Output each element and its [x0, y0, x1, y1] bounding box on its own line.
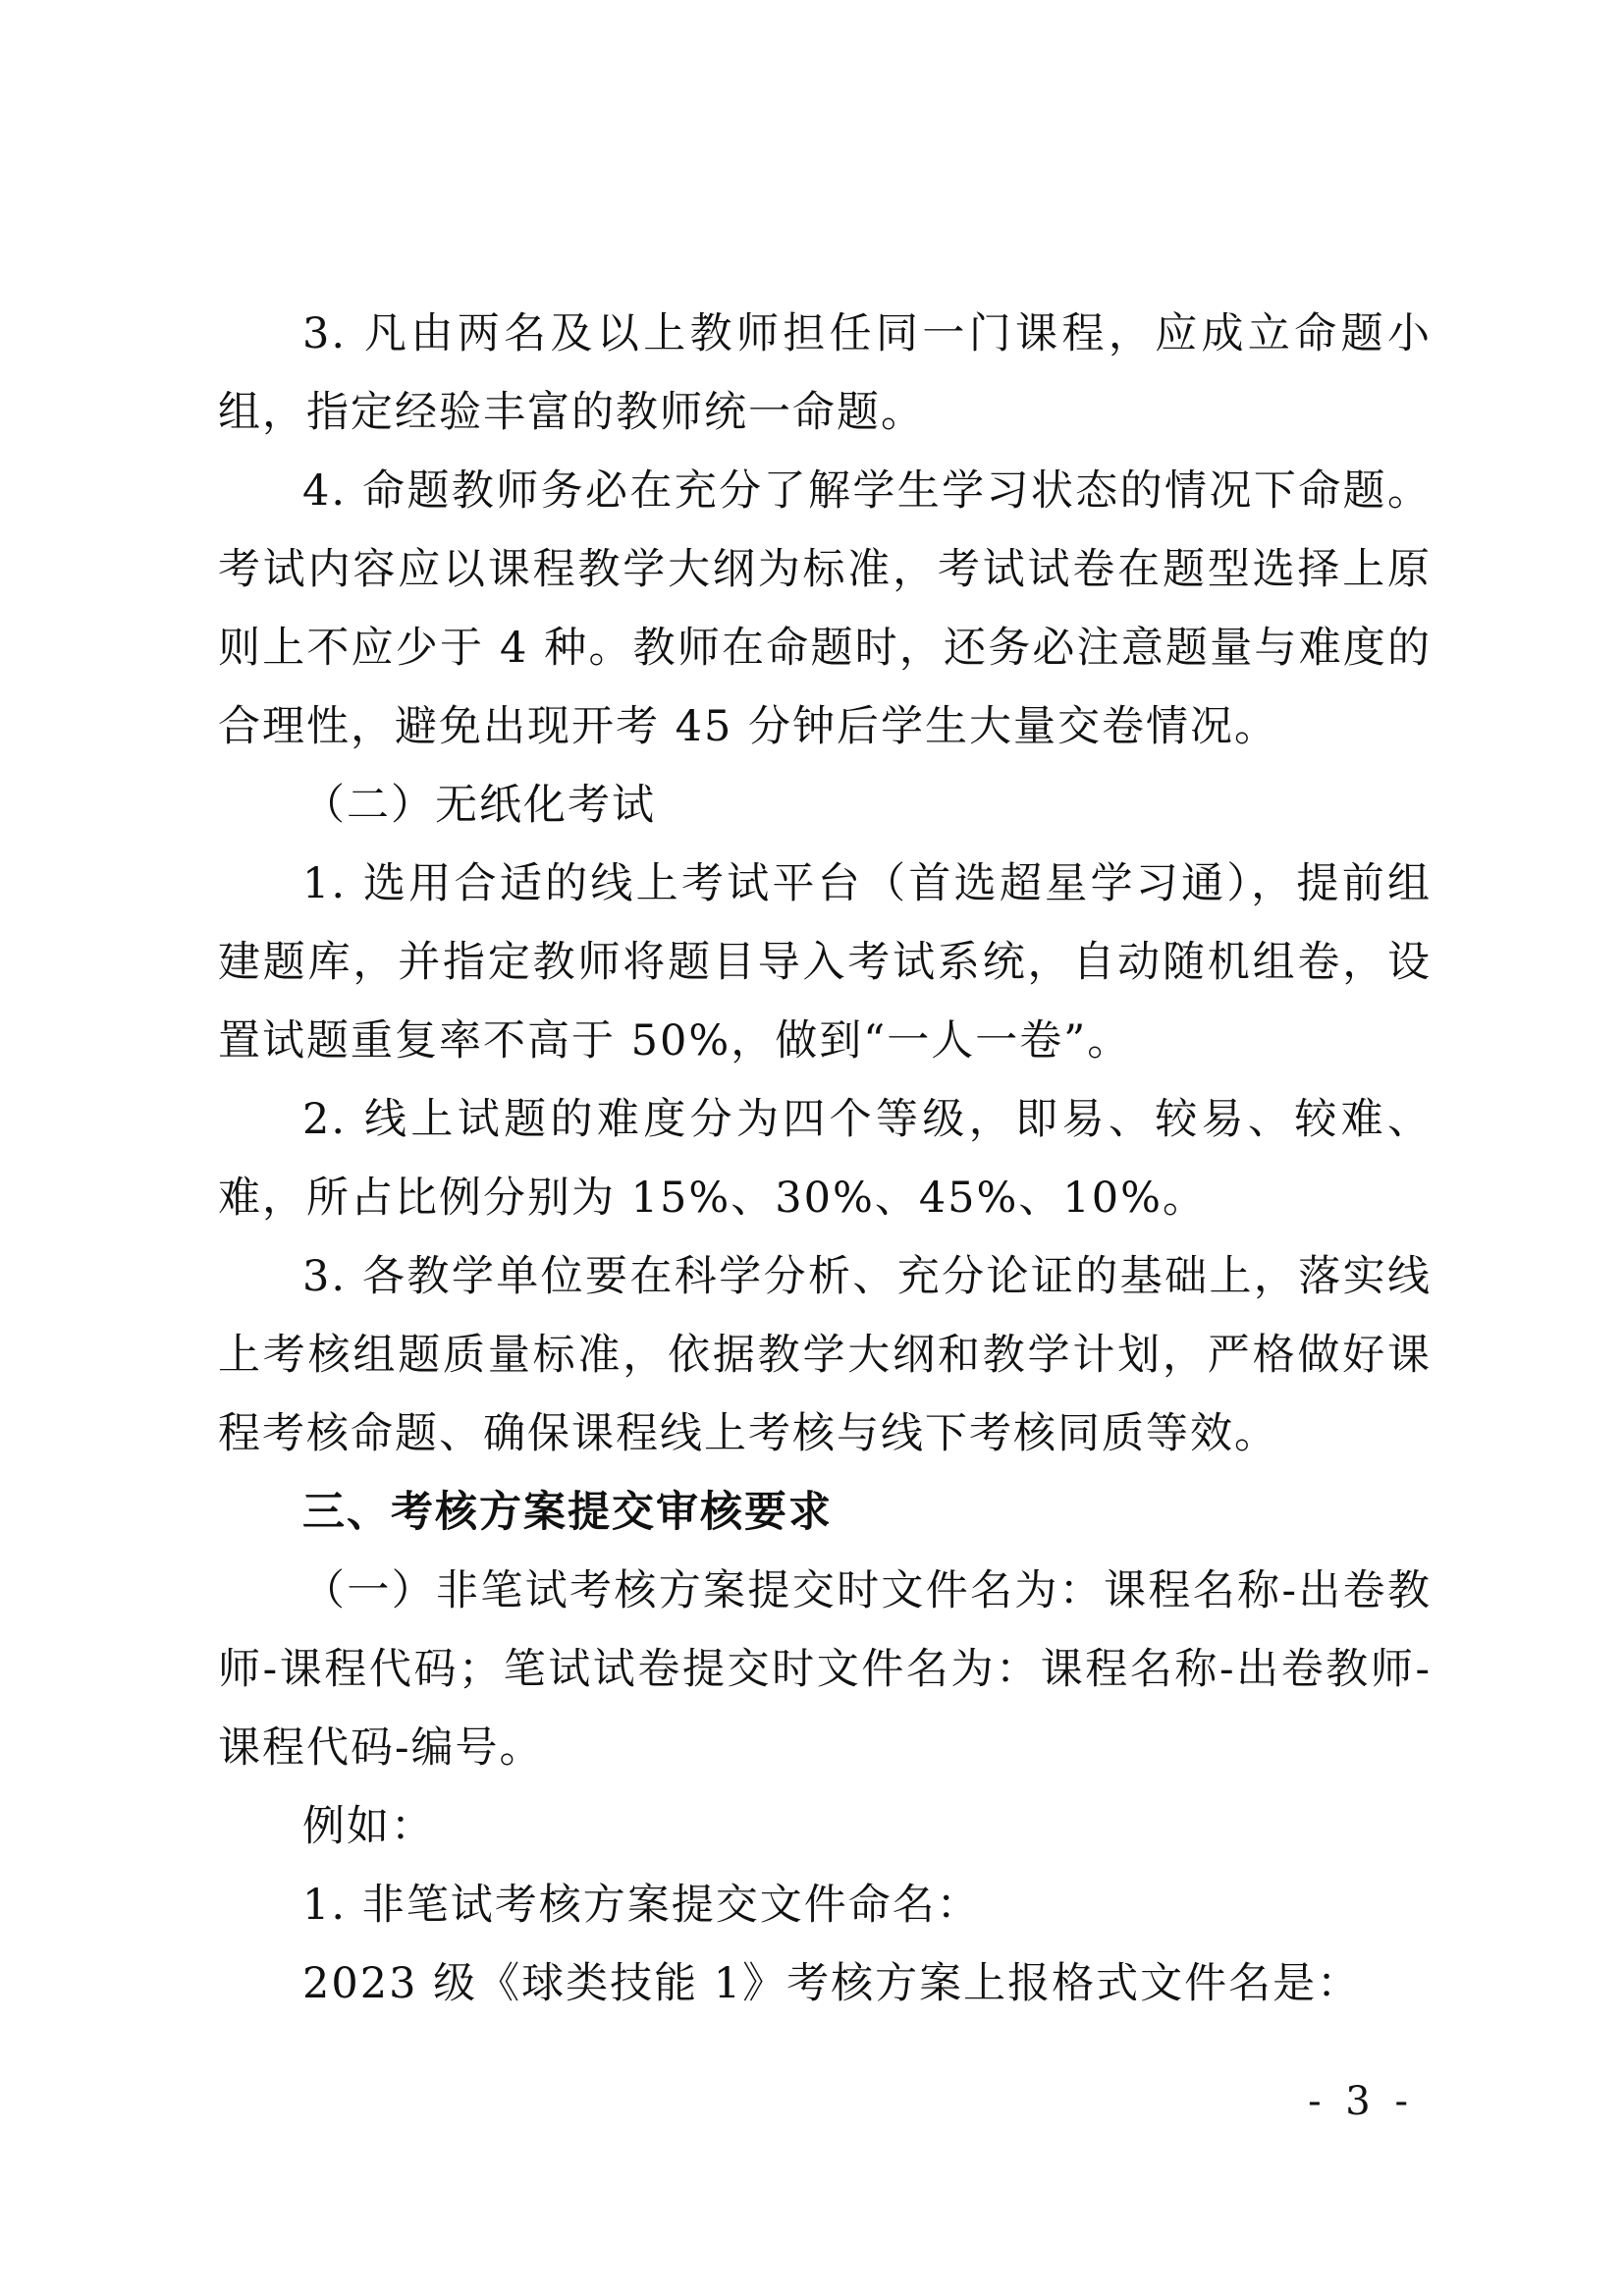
section-heading-submission-requirements: 三、考核方案提交审核要求 — [302, 1488, 833, 1537]
paragraph-item-2-difficulty-levels: 2. 线上试题的难度分为四个等级，即易、较易、较难、难，所占比例分别为 15%、30%、45%、10%。 — [218, 1095, 1432, 1223]
paragraph-item-1-naming-example: 1. 非笔试考核方案提交文件命名： — [302, 1881, 981, 1930]
paragraph-item-3-quality-standard: 3. 各教学单位要在科学分析、充分论证的基础上，落实线上考核组题质量标准，依据教学大纲和教学计划，严格做好课程考核命题、确保课程线上考核与线下考核同质等效。 — [218, 1252, 1432, 1458]
document-body — [218, 295, 1432, 2023]
paragraph-example-label: 例如： — [302, 1802, 435, 1851]
paragraph-item-1-online-platform: 1. 选用合适的线上考试平台（首选超星学习通），提前组建题库，并指定教师将题目导入考试系统，自动随机组卷，设置试题重复率不高于 50%，做到“一人一卷”。 — [218, 859, 1432, 1066]
paragraph-item-3-command-group: 3. 凡由两名及以上教师担任同一门课程，应成立命题小组，指定经验丰富的教师统一命题。 — [218, 309, 1432, 437]
paragraph-item-4-exam-content: 4. 命题教师务必在充分了解学生学习状态的情况下命题。考试内容应以课程教学大纲为标准，考试试卷在题型选择上原则上不应少于 4 种。教师在命题时，还务必注意题量与难度的合理性，避免出现开考 45 分钟后学生大量交卷情况。 — [218, 466, 1432, 751]
page-number: - 3 - — [1308, 2079, 1414, 2124]
paragraph-example-filename: 2023 级《球类技能 1》考核方案上报格式文件名是： — [302, 1959, 1362, 2008]
section-heading-paperless-exam: （二）无纸化考试 — [302, 781, 656, 830]
paragraph-file-naming-rule: （一）非笔试考核方案提交时文件名为：课程名称-出卷教师-课程代码；笔试试卷提交时文件名为：课程名称-出卷教师-课程代码-编号。 — [218, 1566, 1432, 1773]
